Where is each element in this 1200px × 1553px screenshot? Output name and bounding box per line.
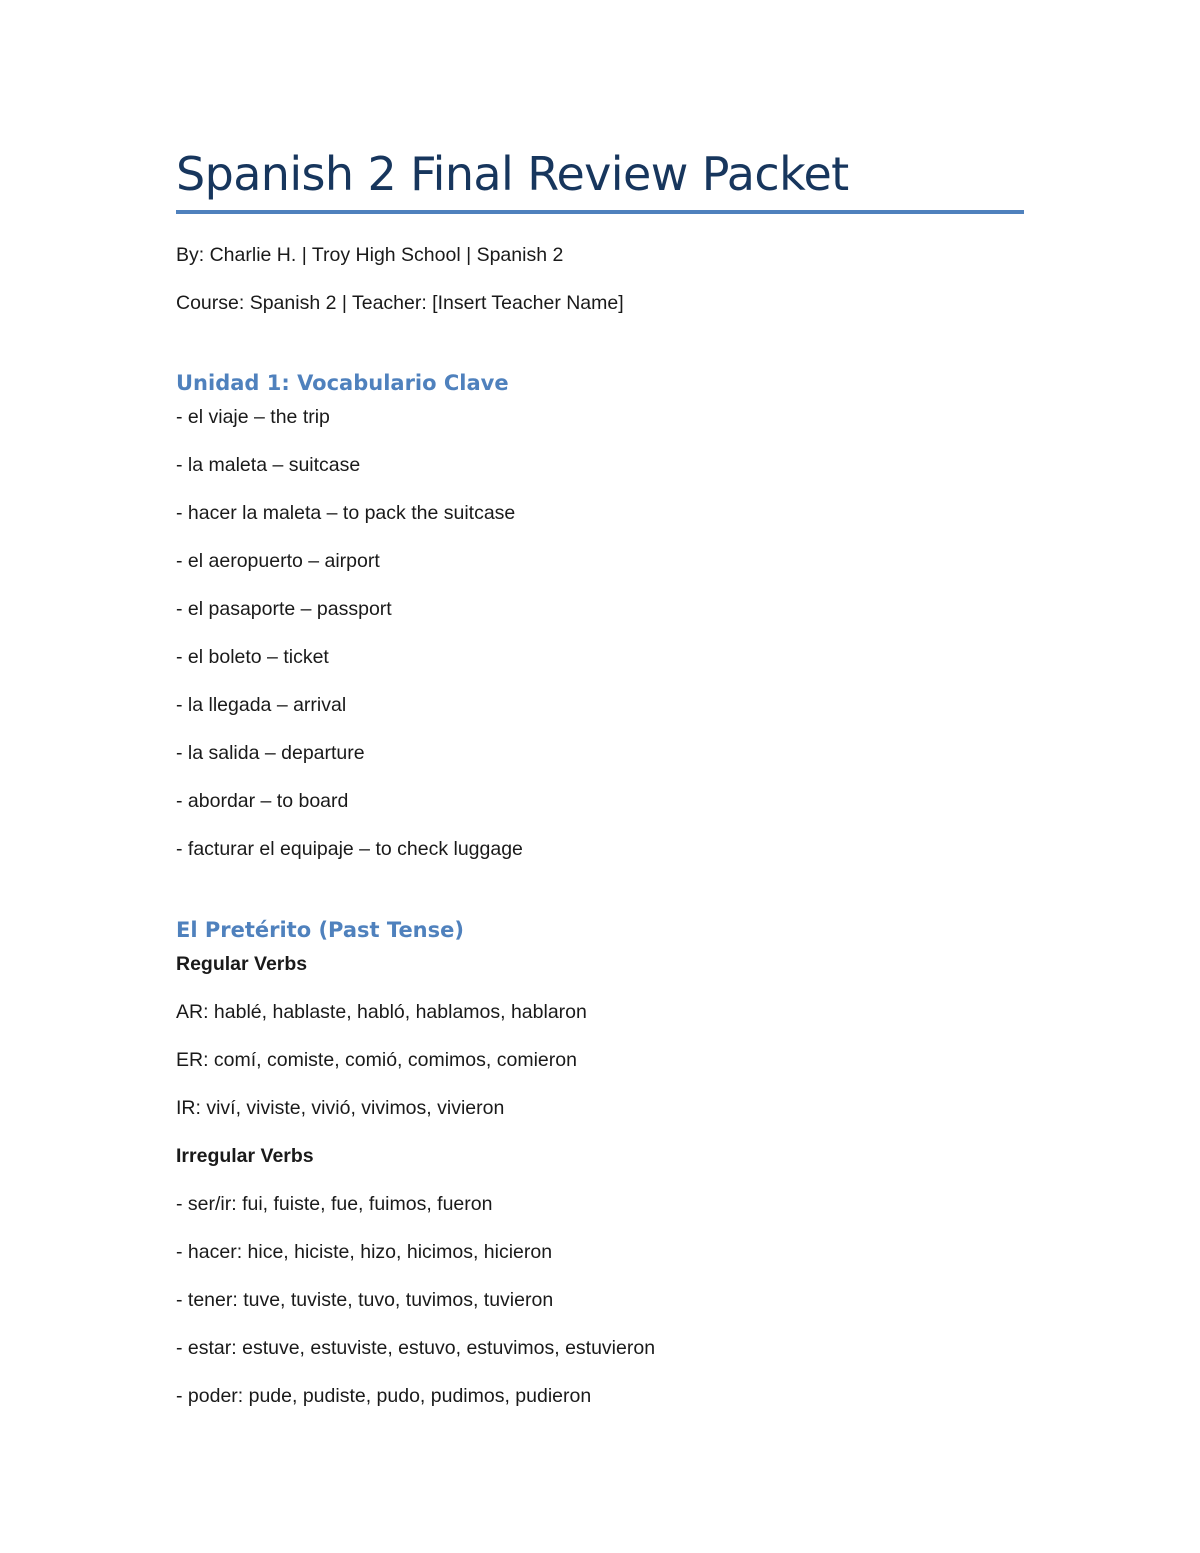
irregular-verbs-heading: Irregular Verbs (176, 1145, 314, 1167)
vocab-item: - el viaje – the trip (176, 406, 330, 428)
irregular-verb-line: - hacer: hice, hiciste, hizo, hicimos, hicieron (176, 1241, 553, 1263)
vocab-item: - el pasaporte – passport (176, 598, 392, 620)
course-line: Course: Spanish 2 | Teacher: [Insert Teacher Name] (176, 292, 624, 314)
vocab-item: - la llegada – arrival (176, 694, 347, 716)
preterite-heading: El Pretérito (Past Tense) (176, 918, 464, 942)
byline: By: Charlie H. | Troy High School | Spanish 2 (176, 244, 564, 266)
irregular-verb-line: - poder: pude, pudiste, pudo, pudimos, pudieron (176, 1385, 592, 1407)
vocab-item: - facturar el equipaje – to check luggage (176, 838, 523, 860)
irregular-verb-line: - ser/ir: fui, fuiste, fue, fuimos, fueron (176, 1193, 493, 1215)
vocab-item: - el aeropuerto – airport (176, 550, 380, 572)
vocab-item: - la maleta – suitcase (176, 454, 361, 476)
vocab-item: - la salida – departure (176, 742, 365, 764)
unit1-heading: Unidad 1: Vocabulario Clave (176, 371, 509, 395)
vocab-item: - abordar – to board (176, 790, 349, 812)
irregular-verb-line: - estar: estuve, estuviste, estuvo, estuvimos, estuvieron (176, 1337, 656, 1359)
vocab-item: - el boleto – ticket (176, 646, 329, 668)
regular-verb-line: AR: hablé, hablaste, habló, hablamos, hablaron (176, 1001, 587, 1023)
vocab-item: - hacer la maleta – to pack the suitcase (176, 502, 516, 524)
regular-verbs-heading: Regular Verbs (176, 953, 308, 975)
title-underline-rule (176, 210, 1024, 214)
document-title: Spanish 2 Final Review Packet (176, 147, 849, 201)
irregular-verb-line: - tener: tuve, tuviste, tuvo, tuvimos, tuvieron (176, 1289, 554, 1311)
regular-verb-line: IR: viví, viviste, vivió, vivimos, vivieron (176, 1097, 505, 1119)
regular-verb-line: ER: comí, comiste, comió, comimos, comieron (176, 1049, 577, 1071)
